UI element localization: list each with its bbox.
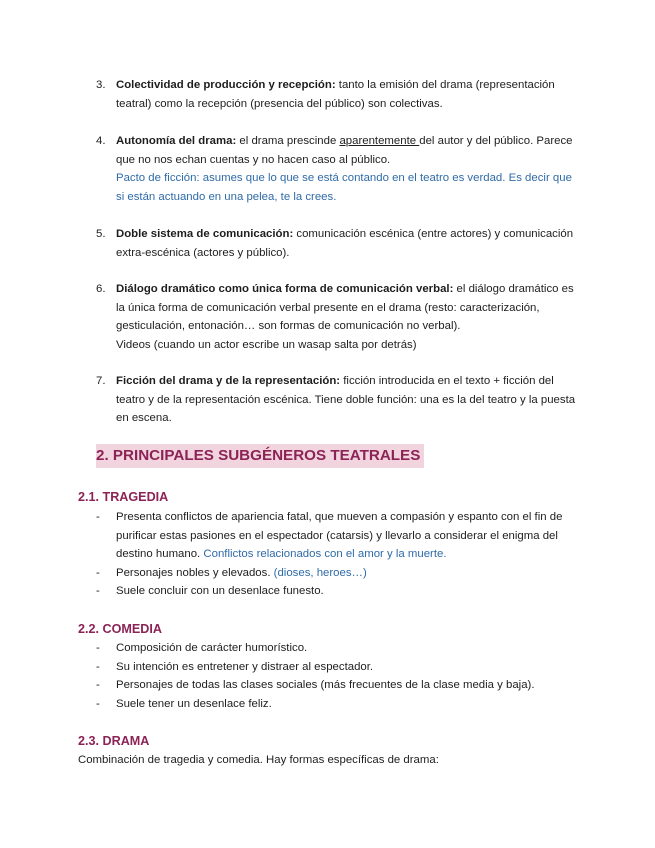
item-title: Colectividad de producción y recepción: (116, 79, 336, 91)
item-number: 4. (96, 135, 106, 147)
list-item (96, 280, 580, 354)
subsection-heading-comedia: 2.2. COMEDIA (78, 622, 162, 636)
point-text: Personajes de todas las clases sociales (más frecuentes de la clase media y baja). (116, 679, 535, 692)
item-title: Diálogo dramático como única forma de comunicación verbal: (116, 283, 454, 295)
dash-bullet: - (96, 679, 100, 692)
dash-bullet: - (96, 660, 100, 673)
list-item (96, 564, 580, 583)
point-text: Presenta conflictos de apariencia fatal, que mueven a compasión y espanto con el fin de purificar estas pasiones en el espectador (catarsis) y llevarlo a considerar el enigma del destino humano. (116, 511, 563, 561)
characteristics-list (96, 76, 580, 113)
comedia-list (96, 639, 580, 713)
point-note: (dioses, heroes…) (273, 566, 367, 579)
item-number: 6. (96, 283, 106, 295)
list-item (96, 508, 580, 564)
list-item (96, 76, 580, 113)
drama-intro: Combinación de tragedia y comedia. Hay formas específicas de drama: (78, 754, 439, 766)
list-item (96, 372, 580, 428)
list-item (96, 676, 580, 695)
section-heading: 2. PRINCIPALES SUBGÉNEROS TEATRALES (96, 444, 424, 468)
point-text: Suele tener un desenlace feliz. (116, 697, 272, 710)
subsection-heading-drama: 2.3. DRAMA (78, 734, 150, 748)
list-item (96, 639, 580, 658)
item-extra: Videos (cuando un actor escribe un wasap salta por detrás) (116, 338, 417, 351)
item-text: comunicación escénica (entre actores) y comunicación extra-escénica (actores y público). (116, 228, 574, 259)
item-title: Autonomía del drama: (116, 135, 237, 147)
item-number: 5. (96, 228, 106, 240)
item-number: 3. (96, 79, 106, 91)
item-number: 7. (96, 375, 106, 387)
item-title: Doble sistema de comunicación: (116, 228, 294, 240)
list-item (96, 658, 580, 677)
characteristics-list (96, 225, 580, 262)
tragedia-list (96, 508, 580, 601)
underlined-word: aparentemente (339, 135, 420, 147)
subsection-heading-tragedia: 2.1. TRAGEDIA (78, 490, 169, 504)
item-text: el diálogo dramático es la única forma de comunicación verbal presente en el drama (resto: caracterización, gesticulación, entonación… son formas de comunicación no verbal). (116, 283, 574, 333)
list-item (96, 695, 580, 714)
point-note: Conflictos relacionados con el amor y la muerte. (203, 548, 447, 561)
dash-bullet: - (96, 697, 100, 710)
point-text: Su intención es entretener y distraer al espectador. (116, 660, 374, 673)
dash-bullet: - (96, 566, 100, 579)
item-text: el drama prescinde (236, 135, 340, 147)
list-item (96, 225, 580, 262)
dash-bullet: - (96, 585, 100, 598)
list-item (96, 582, 580, 601)
item-text: del autor y del público. Parece que no nos echan cuentas y no hacen caso al público. (116, 135, 573, 166)
item-title: Ficción del drama y de la representación: (116, 375, 341, 387)
dash-bullet: - (96, 511, 100, 523)
point-text: Suele concluir con un desenlace funesto. (116, 585, 324, 598)
item-text: ficción introducida en el texto + ficción del teatro y de la representación escénica. Tiene doble función: una es la del teatro y la puesta en escena. (116, 375, 576, 425)
characteristics-list (96, 132, 580, 206)
item-note: Pacto de ficción: asumes que lo que se está contando en el teatro es verdad. Es decir que si están actuando en una pelea, te la crees. (116, 172, 572, 203)
point-text: Personajes nobles y elevados. (116, 566, 274, 579)
characteristics-list (96, 372, 580, 428)
item-text: tanto la emisión del drama (representación teatral) como la recepción (presencia del público) son colectivas. (116, 79, 555, 110)
dash-bullet: - (96, 642, 100, 654)
characteristics-list (96, 280, 580, 354)
point-text: Composición de carácter humorístico. (116, 642, 308, 654)
list-item (96, 132, 580, 206)
